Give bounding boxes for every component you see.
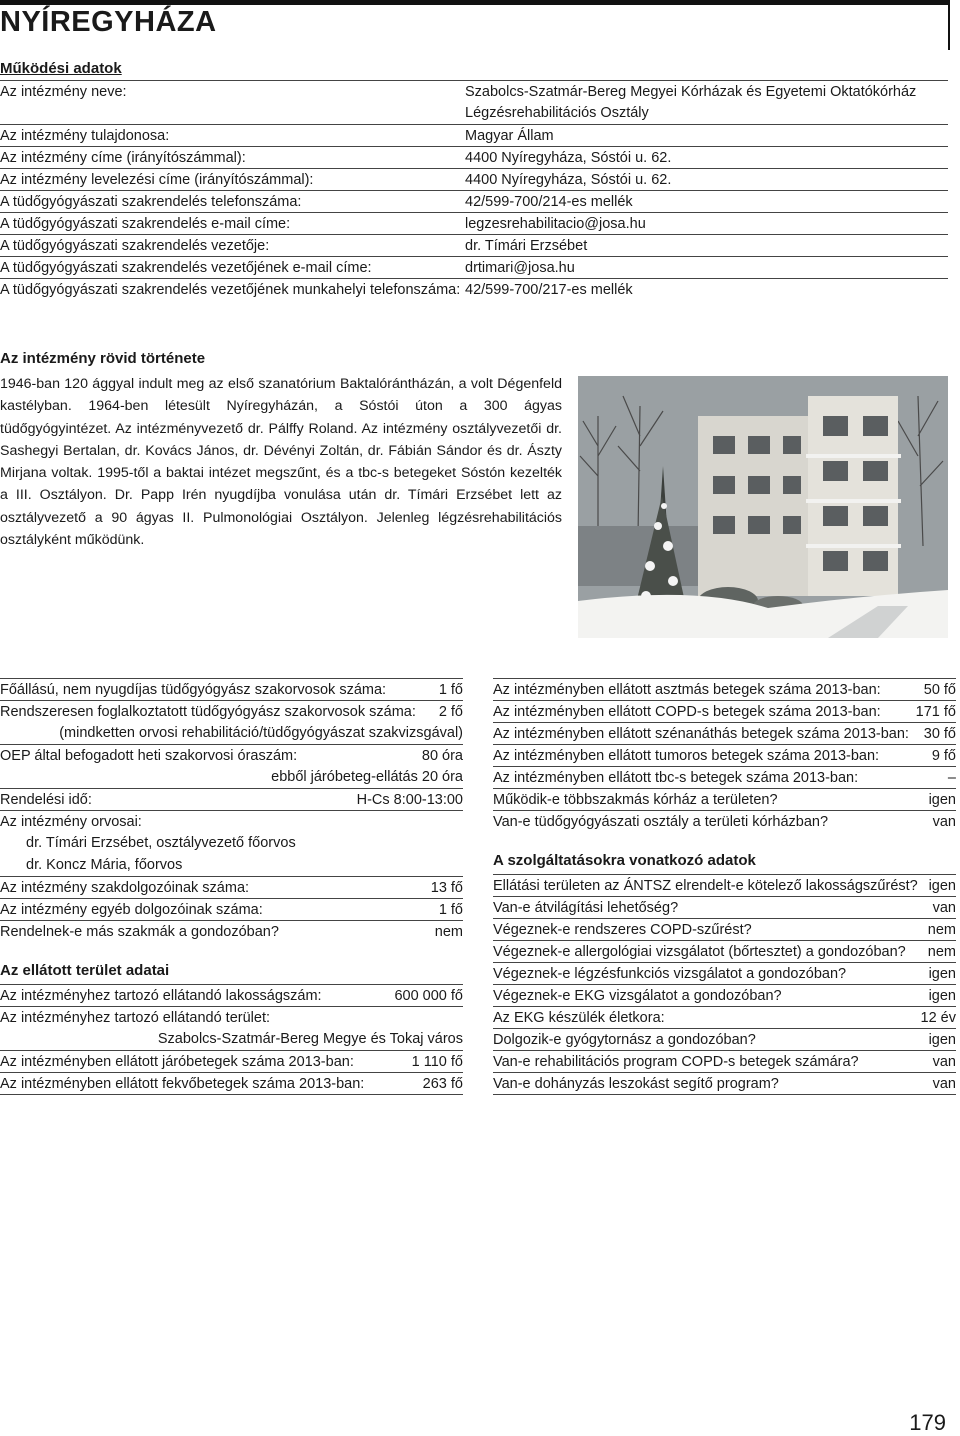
left-row — [0, 832, 463, 854]
ops-row — [0, 102, 948, 124]
ops-row — [0, 124, 948, 147]
area-row — [0, 1006, 463, 1029]
row-value: 263 fő — [422, 1076, 463, 1092]
services-row — [493, 1050, 956, 1073]
row-label: Az intézmény tulajdonosa: — [0, 128, 170, 144]
services-row — [493, 874, 956, 897]
row-label: Az intézmény egyéb dolgozóinak száma: — [0, 902, 263, 918]
ops-row — [0, 168, 948, 191]
row-label: Főállású, nem nyugdíjas tüdőgyógyász szakorvosok száma: — [0, 682, 387, 698]
row-label: A tüdőgyógyászati szakrendelés vezetőjének e-mail címe: — [0, 260, 372, 276]
row-value: 4400 Nyíregyháza, Sóstói u. 62. — [465, 150, 672, 166]
right-row — [493, 788, 956, 811]
row-label: OEP által befogadott heti szakorvosi óraszám: — [0, 748, 298, 764]
row-label: Az intézmény orvosai: — [0, 814, 142, 830]
row-label: Rendszeresen foglalkoztatott tüdőgyógyász szakorvosok száma: — [0, 704, 416, 720]
row-label: Az intézményben ellátott tbc-s betegek száma 2013-ban: — [493, 770, 859, 786]
row-value: van — [932, 1054, 956, 1070]
row-label: Az intézményben ellátott asztmás betegek száma 2013-ban: — [493, 682, 881, 698]
left-row — [0, 678, 463, 701]
area-row — [0, 1050, 463, 1073]
row-value: 80 óra — [421, 748, 463, 764]
row-label: Van-e tüdőgyógyászati osztály a területi kórházban? — [493, 814, 829, 830]
left-row — [0, 766, 463, 788]
ops-row — [0, 80, 948, 103]
ops-row — [0, 190, 948, 213]
row-value: igen — [928, 966, 956, 982]
area-row — [0, 1072, 463, 1095]
services-title: A szolgáltatásokra vonatkozó adatok — [493, 852, 756, 869]
row-value: 42/599-700/217-es mellék — [465, 282, 633, 298]
ops-row — [0, 256, 948, 279]
left-row — [0, 744, 463, 767]
right-row — [493, 722, 956, 745]
row-value: 12 év — [920, 1010, 956, 1026]
row-label: Van-e rehabilitációs program COPD-s betegek számára? — [493, 1054, 859, 1070]
row-value: Magyar Állam — [465, 128, 554, 144]
row-label: Az intézményben ellátott fekvőbetegek száma 2013-ban: — [0, 1076, 365, 1092]
row-label: Végeznek-e légzésfunkciós vizsgálatot a gondozóban? — [493, 966, 847, 982]
area-row — [0, 984, 463, 1007]
ops-row — [0, 234, 948, 257]
right-row — [493, 678, 956, 701]
row-label: Végeznek-e EKG vizsgálatot a gondozóban? — [493, 988, 782, 1004]
left-row — [0, 876, 463, 899]
row-label: Az intézmény levelezési címe (irányítószámmal): — [0, 172, 314, 188]
row-value: 13 fő — [430, 880, 463, 896]
row-value: – — [947, 770, 956, 786]
ops-row — [0, 146, 948, 169]
area-data-title: Az ellátott terület adatai — [0, 962, 170, 979]
row-value: 4400 Nyíregyháza, Sóstói u. 62. — [465, 172, 672, 188]
row-value: 50 fő — [923, 682, 956, 698]
services-row — [493, 896, 956, 919]
top-rule — [0, 0, 948, 5]
row-label: dr. Koncz Mária, főorvos — [26, 857, 183, 873]
row-label: Végeznek-e rendszeres COPD-szűrést? — [493, 922, 752, 938]
row-value: nem — [434, 924, 463, 940]
row-value: igen — [928, 1032, 956, 1048]
row-value: 9 fő — [931, 748, 956, 764]
row-value: Légzésrehabilitációs Osztály — [465, 105, 649, 121]
row-value: igen — [928, 792, 956, 808]
row-label: dr. Tímári Erzsébet, osztályvezető főorvos — [26, 835, 296, 851]
corner-rule — [948, 0, 950, 50]
row-label: Végeznek-e allergológiai vizsgálatot (bőrtesztet) a gondozóban? — [493, 944, 906, 960]
row-label: Az intézményben ellátott szénanáthás betegek száma 2013-ban: — [493, 726, 909, 742]
row-label: Dolgozik-e gyógytornász a gondozóban? — [493, 1032, 756, 1048]
row-value: igen — [928, 988, 956, 1004]
table-bottom-rule — [0, 1094, 463, 1095]
area-row — [0, 1028, 463, 1050]
row-label: Rendelnek-e más szakmák a gondozóban? — [0, 924, 279, 940]
services-row — [493, 1006, 956, 1029]
row-value: legzesrehabilitacio@josa.hu — [465, 216, 646, 232]
row-value: Szabolcs-Szatmár-Bereg Megye és Tokaj város — [157, 1031, 463, 1047]
row-label: Az EKG készülék életkora: — [493, 1010, 665, 1026]
row-label: Rendelési idő: — [0, 792, 92, 808]
row-value: nem — [927, 944, 956, 960]
row-label: Működik-e többszakmás kórház a területen? — [493, 792, 778, 808]
row-label: Van-e átvilágítási lehetőség? — [493, 900, 679, 916]
row-value: 42/599-700/214-es mellék — [465, 194, 633, 210]
row-value: 2 fő — [438, 704, 463, 720]
table-bottom-rule — [493, 1094, 956, 1095]
row-label: Az intézmény neve: — [0, 84, 127, 100]
left-row — [0, 788, 463, 811]
row-value: ebből járóbeteg-ellátás 20 óra — [271, 769, 463, 785]
row-label: A tüdőgyógyászati szakrendelés vezetője: — [0, 238, 270, 254]
row-label: Az intézmény címe (irányítószámmal): — [0, 150, 246, 166]
history-text: 1946-ban 120 ággyal indult meg az első szanatórium Baktalórántházán, a volt Dégenfeld kastélyban. 1964-ben létesült Nyíregyházán, a Sóstói úton a 300 ágyas tüdőgyógyintézet. Az intézményvezető dr. Pálffy Roland. Az intézmény osztályvezetői dr. Sashegyi Bertalan, dr. Kovács János, dr. Dévényi Zoltán, dr. Fábián Sándor és dr. Ászty Mirjana voltak. 1995-től a baktai intézet megszűnt, és a tbc-s betegeket Sóstón kezelték a III. Osztályon. Dr. Papp Irén nyugdíjba vonulása után dr. Tímári Erzsébet lett az osztályvezető a 90 ágyas II. Pulmonológiai Osztályon. Jelenleg légzésrehabilitációs osztályként működünk. — [0, 376, 562, 549]
row-label: Az intézményben ellátott járóbetegek száma 2013-ban: — [0, 1054, 354, 1070]
left-row — [0, 920, 463, 943]
row-value: 171 fő — [915, 704, 956, 720]
row-value: (mindketten orvosi rehabilitáció/tüdőgyógyászat szakvizsgával) — [59, 725, 463, 741]
ops-row — [0, 278, 948, 301]
services-row — [493, 962, 956, 985]
row-value: 600 000 fő — [394, 988, 463, 1004]
row-value: dr. Tímári Erzsébet — [465, 238, 588, 254]
row-label: Ellátási területen az ÁNTSZ elrendelt-e kötelező lakosságszűrést? — [493, 878, 918, 894]
row-value: 1 fő — [438, 682, 463, 698]
services-row — [493, 984, 956, 1007]
left-row — [0, 700, 463, 723]
left-row — [0, 898, 463, 921]
services-row — [493, 1072, 956, 1095]
row-label: Az intézményhez tartozó ellátandó lakosságszám: — [0, 988, 322, 1004]
row-label: Az intézményben ellátott COPD-s betegek száma 2013-ban: — [493, 704, 881, 720]
row-value: Szabolcs-Szatmár-Bereg Megyei Kórházak és Egyetemi Oktatókórház — [465, 84, 917, 100]
row-label: Van-e dohányzás leszokást segítő program? — [493, 1076, 779, 1092]
row-label: Az intézmény szakdolgozóinak száma: — [0, 880, 250, 896]
history-title: Az intézmény rövid története — [0, 350, 206, 367]
right-row — [493, 700, 956, 723]
services-row — [493, 940, 956, 963]
row-label: A tüdőgyógyászati szakrendelés e-mail címe: — [0, 216, 291, 232]
right-row — [493, 810, 956, 833]
row-value: nem — [927, 922, 956, 938]
page-number: 179 — [909, 1410, 946, 1435]
left-row — [0, 854, 463, 876]
row-label: A tüdőgyógyászati szakrendelés telefonszáma: — [0, 194, 302, 210]
row-label: Az intézményben ellátott tumoros betegek száma 2013-ban: — [493, 748, 880, 764]
row-value: van — [932, 900, 956, 916]
row-value: 30 fő — [923, 726, 956, 742]
row-label: A tüdőgyógyászati szakrendelés vezetőjének munkahelyi telefonszáma: — [0, 282, 461, 298]
row-label: Az intézményhez tartozó ellátandó terület: — [0, 1010, 271, 1026]
row-value: 1 fő — [438, 902, 463, 918]
left-row — [0, 722, 463, 744]
ops-row — [0, 212, 948, 235]
row-value: drtimari@josa.hu — [465, 260, 575, 276]
left-row — [0, 810, 463, 833]
right-row — [493, 744, 956, 767]
operational-data-title: Működési adatok — [0, 60, 122, 77]
right-row — [493, 766, 956, 789]
hospital-building-photo — [578, 376, 948, 638]
row-value: 1 110 fő — [411, 1054, 463, 1070]
row-value: igen — [928, 878, 956, 894]
page-title: NYÍREGYHÁZA — [0, 6, 217, 38]
services-row — [493, 1028, 956, 1051]
row-value: van — [932, 1076, 956, 1092]
row-value: H-Cs 8:00-13:00 — [356, 792, 463, 808]
services-row — [493, 918, 956, 941]
row-value: van — [932, 814, 956, 830]
